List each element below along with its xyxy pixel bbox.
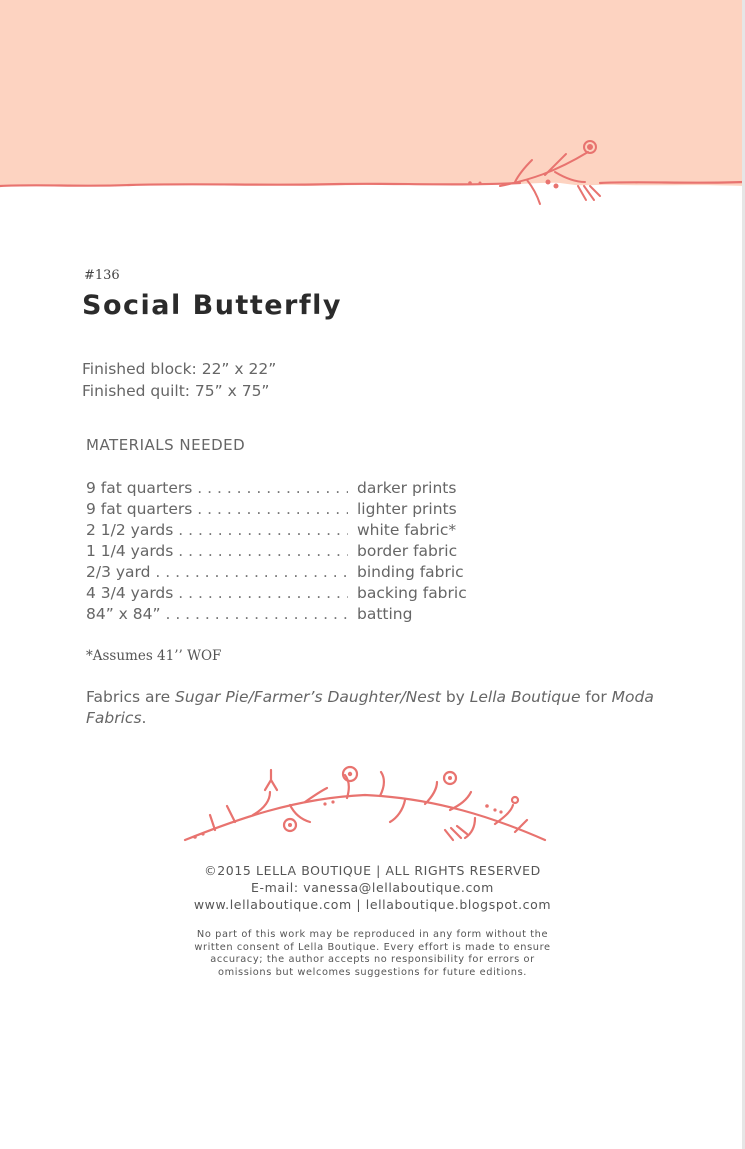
copyright-line: ©2015 LELLA BOUTIQUE | ALL RIGHTS RESERVED bbox=[204, 863, 541, 878]
fabric-width-footnote: *Assumes 41’’ WOF bbox=[86, 648, 222, 664]
material-quantity: 2 1/2 yards . . . bbox=[86, 520, 348, 541]
material-use: binding fabric bbox=[357, 563, 464, 581]
materials-row bbox=[86, 499, 457, 520]
page-title: Social Butterfly bbox=[82, 290, 342, 321]
materials-row bbox=[86, 604, 413, 625]
material-quantity: 9 fat quarters . . . bbox=[86, 478, 348, 499]
materials-row bbox=[86, 562, 464, 583]
fabrics-credit bbox=[86, 687, 706, 729]
material-use: darker prints bbox=[357, 479, 457, 497]
material-use: white fabric* bbox=[357, 521, 457, 539]
material-use: batting bbox=[357, 605, 413, 623]
legal-line: omissions but welcomes suggestions for future editions. bbox=[218, 966, 527, 978]
material-quantity: 2/3 yard . . . bbox=[86, 562, 348, 583]
materials-row bbox=[86, 541, 458, 562]
material-use: lighter prints bbox=[357, 500, 457, 518]
fabrics-for: for bbox=[580, 688, 612, 706]
header-band bbox=[0, 0, 745, 215]
fabrics-suffix: . bbox=[141, 709, 147, 727]
material-use: backing fabric bbox=[357, 584, 467, 602]
materials-heading: MATERIALS NEEDED bbox=[86, 436, 246, 454]
fabric-manufacturer: Moda Fabrics bbox=[86, 688, 654, 727]
email-line: E-mail: vanessa@lellaboutique.com bbox=[251, 880, 494, 895]
finished-block-size: Finished block: 22” x 22” bbox=[82, 360, 277, 378]
finished-sizes bbox=[82, 358, 276, 402]
copyright-block bbox=[0, 862, 745, 913]
fabrics-by: by bbox=[440, 688, 470, 706]
fabrics-prefix: Fabrics are bbox=[86, 688, 176, 706]
material-quantity: 1 1/4 yards . . . bbox=[86, 541, 348, 562]
floral-vine-icon bbox=[175, 760, 555, 855]
materials-list bbox=[86, 478, 467, 625]
legal-line: accuracy; the author accepts no responsibility for errors or bbox=[210, 954, 535, 965]
fabric-designer: Lella Boutique bbox=[469, 688, 581, 706]
material-quantity: 9 fat quarters . . . bbox=[86, 499, 348, 520]
pattern-number: #136 bbox=[84, 268, 120, 283]
legal-line: No part of this work may be reproduced in any form without the bbox=[196, 929, 549, 940]
legal-notice bbox=[0, 929, 745, 979]
material-quantity: 4 3/4 yards . . . bbox=[86, 583, 348, 604]
website-links: www.lellaboutique.com | lellaboutique.blogspot.com bbox=[193, 897, 552, 912]
materials-row bbox=[86, 583, 467, 604]
materials-row bbox=[86, 478, 457, 499]
material-quantity: 84” x 84” . . . bbox=[86, 604, 348, 625]
materials-row bbox=[86, 520, 457, 541]
finished-quilt-size: Finished quilt: 75” x 75” bbox=[82, 382, 270, 400]
material-use: border fabric bbox=[357, 542, 458, 560]
legal-line: written consent of Lella Boutique. Every effort is made to ensure bbox=[194, 941, 551, 953]
fabric-collection: Sugar Pie/Farmer’s Daughter/Nest bbox=[175, 688, 441, 706]
